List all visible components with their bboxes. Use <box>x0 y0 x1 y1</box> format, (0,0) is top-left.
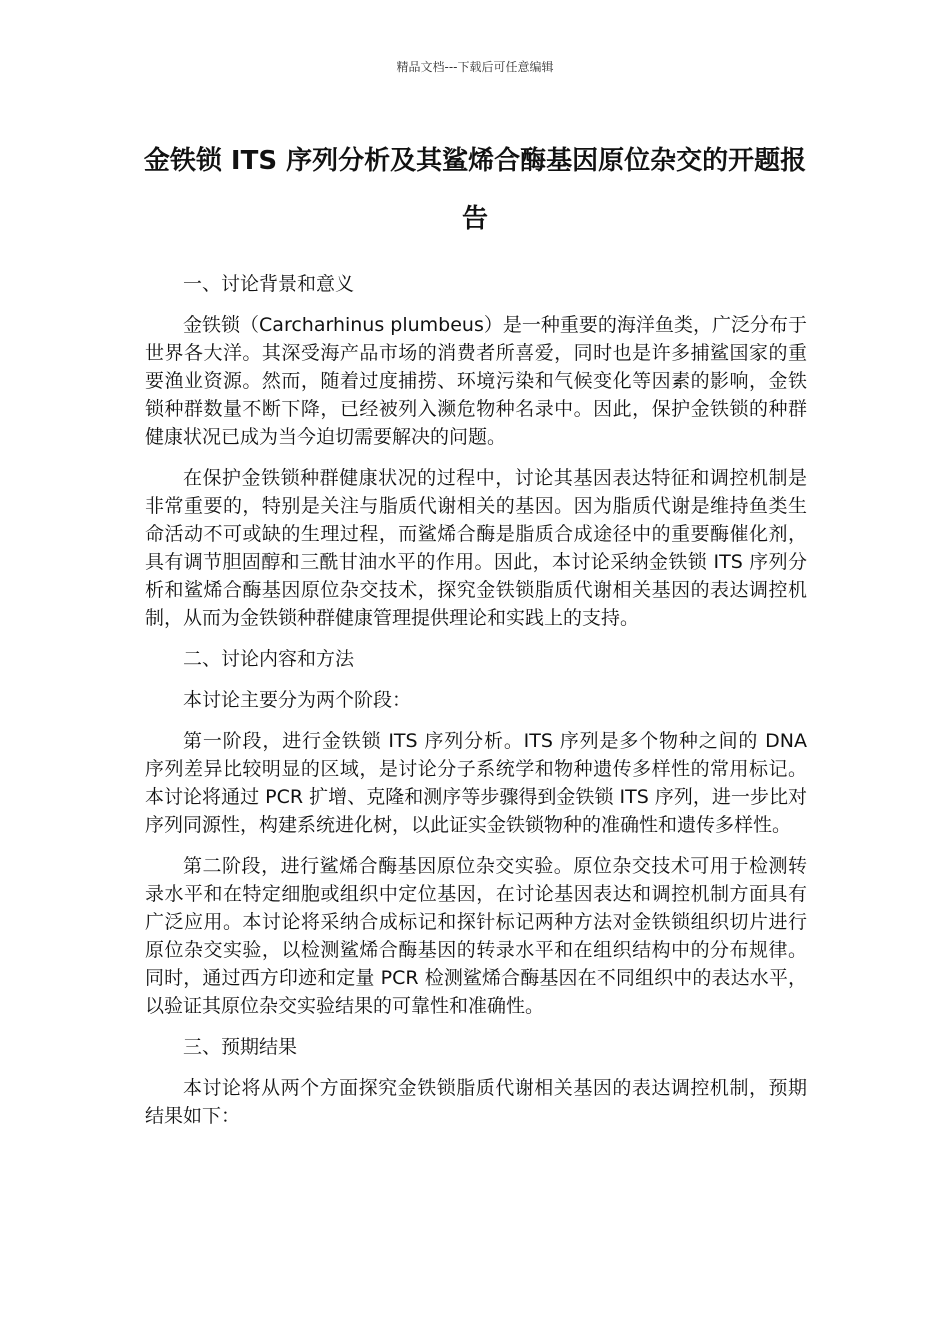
section-heading-background: 一、讨论背景和意义 <box>183 273 355 295</box>
section-heading-content-methods: 二、讨论内容和方法 <box>183 648 355 670</box>
paragraph-stage-two: 第二阶段，进行鲨烯合酶基因原位杂交实验。原位杂交技术可用于检测转录水平和在特定细胞或组织中定位基因，在讨论基因表达和调控机制方面具有广泛应用。本讨论将采纳合成标记和探针标记两种方法对金铁锁组织切片进行原位杂交实验，以检测鲨烯合酶基因的转录水平和在组织结构中的分布规律。同时，通过西方印迹和定量 PCR 检测鲨烯合酶基因在不同组织中的表达水平，以验证其原位杂交实验结果的可靠性和准确性。 <box>145 855 807 1017</box>
page-header: 精品文档---下载后可任意编辑 <box>396 60 554 74</box>
document-title: 金铁锁 ITS 序列分析及其鲨烯合酶基因原位杂交的开题报告 <box>143 146 807 234</box>
paragraph-intro-method: 在保护金铁锁种群健康状况的过程中，讨论其基因表达特征和调控机制是非常重要的，特别是关注与脂质代谢相关的基因。因为脂质代谢是维持鱼类生命活动不可或缺的生理过程，而鲨烯合酶是脂质合成途径中的重要酶催化剂，具有调节胆固醇和三酰甘油水平的作用。因此，本讨论采纳金铁锁 ITS 序列分析和鲨烯合酶基因原位杂交技术，探究金铁锁脂质代谢相关基因的表达调控机制，从而为金铁锁种群健康管理提供理论和实践上的支持。 <box>145 467 807 629</box>
section-heading-expected-results: 三、预期结果 <box>183 1036 298 1058</box>
paragraph-intro-species: 金铁锁（Carcharhinus plumbeus）是一种重要的海洋鱼类，广泛分布于世界各大洋。其深受海产品市场的消费者所喜爱，同时也是许多捕鲨国家的重要渔业资源。然而，随着过度捕捞、环境污染和气候变化等因素的影响，金铁锁种群数量不断下降，已经被列入濒危物种名录中。因此，保护金铁锁的种群健康状况已成为当今迫切需要解决的问题。 <box>145 314 807 448</box>
document-body <box>145 270 807 1143</box>
paragraph-stage-one: 第一阶段，进行金铁锁 ITS 序列分析。ITS 序列是多个物种之间的 DNA 序列差异比较明显的区域，是讨论分子系统学和物种遗传多样性的常用标记。本讨论将通过 PCR 扩增、克隆和测序等步骤得到金铁锁 ITS 序列，进一步比对序列同源性，构建系统进化树，以此证实金铁锁物种的准确性和遗传多样性。 <box>145 730 807 836</box>
paragraph-stages-overview: 本讨论主要分为两个阶段： <box>183 689 412 711</box>
paragraph-expected-results: 本讨论将从两个方面探究金铁锁脂质代谢相关基因的表达调控机制，预期结果如下： <box>145 1077 807 1127</box>
